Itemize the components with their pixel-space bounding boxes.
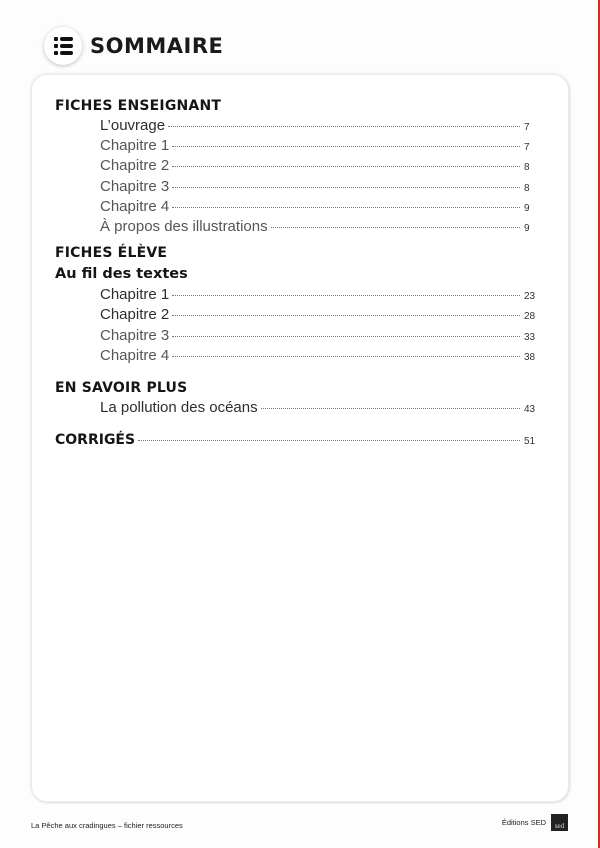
dot-leader: [172, 336, 520, 337]
dot-leader: [261, 408, 520, 409]
toc-entry-label: Chapitre 2: [100, 157, 170, 175]
subsection-heading-au-fil-des-textes: Au fil des textes: [55, 266, 188, 283]
dot-leader: [138, 440, 520, 441]
toc-entry-label: Chapitre 3: [100, 177, 170, 195]
page-number: 38: [524, 351, 536, 363]
toc-entry-label: À propos des illustrations: [100, 217, 268, 235]
toc-entry-label: La pollution des océans: [100, 398, 258, 416]
page-number: 7: [524, 122, 530, 133]
dot-leader: [172, 187, 520, 188]
section-heading-en-savoir-plus: EN SAVOIR PLUS: [55, 379, 188, 396]
list-icon: [44, 27, 82, 65]
toc-entry-label: Chapitre 1: [100, 286, 170, 304]
toc-entry[interactable]: [55, 197, 540, 217]
toc-entry-label: Chapitre 2: [100, 306, 170, 324]
table-of-contents: [55, 96, 540, 450]
page-number: 28: [524, 311, 536, 323]
toc-entry-label: Chapitre 1: [100, 137, 170, 155]
page-number: 33: [524, 331, 536, 343]
dot-leader: [172, 295, 520, 296]
page-number: 43: [524, 403, 536, 415]
footer-publisher-block: [502, 814, 568, 831]
toc-entry[interactable]: [55, 177, 540, 197]
toc-entry-label: CORRIGÉS: [55, 432, 136, 449]
page-number: 8: [524, 182, 530, 194]
page-header: [44, 26, 223, 66]
toc-entry-label: Chapitre 3: [100, 326, 170, 344]
page-number: 8: [524, 162, 530, 174]
toc-entry[interactable]: [55, 217, 540, 237]
toc-entry-label: L’ouvrage: [100, 117, 166, 134]
page-number: 7: [524, 142, 530, 154]
dot-leader: [172, 166, 520, 167]
toc-entry-label: Chapitre 4: [100, 346, 170, 364]
dot-leader: [271, 227, 520, 228]
footer-publisher: Éditions SED: [501, 818, 546, 827]
toc-entry-label: Chapitre 4: [100, 197, 170, 215]
page-number: 9: [524, 202, 530, 214]
toc-entry[interactable]: [55, 136, 540, 156]
page-title: SOMMAIRE: [90, 34, 224, 58]
page-number: 51: [524, 436, 536, 448]
toc-entry[interactable]: [55, 285, 540, 305]
section-heading-fiches-enseignant: FICHES ENSEIGNANT: [55, 98, 222, 114]
page-number: 9: [524, 222, 530, 234]
footer-book-title: La Pêche aux cradingues – fichier ressources: [31, 821, 183, 830]
dot-leader: [172, 315, 520, 316]
dot-leader: [168, 126, 520, 127]
page-number: 23: [524, 291, 536, 303]
toc-entry[interactable]: [55, 326, 540, 346]
toc-entry[interactable]: [55, 305, 540, 325]
dot-leader: [172, 356, 520, 357]
toc-entry[interactable]: [55, 156, 540, 176]
section-heading-fiches-eleve: FICHES ÉLÈVE: [55, 245, 168, 262]
dot-leader: [172, 146, 520, 147]
toc-entry-corriges[interactable]: [55, 430, 540, 450]
toc-entry[interactable]: [55, 116, 540, 136]
publisher-logo-icon: sed: [551, 814, 568, 831]
toc-entry[interactable]: [55, 346, 540, 366]
dot-leader: [172, 207, 520, 208]
toc-entry[interactable]: [55, 398, 540, 418]
